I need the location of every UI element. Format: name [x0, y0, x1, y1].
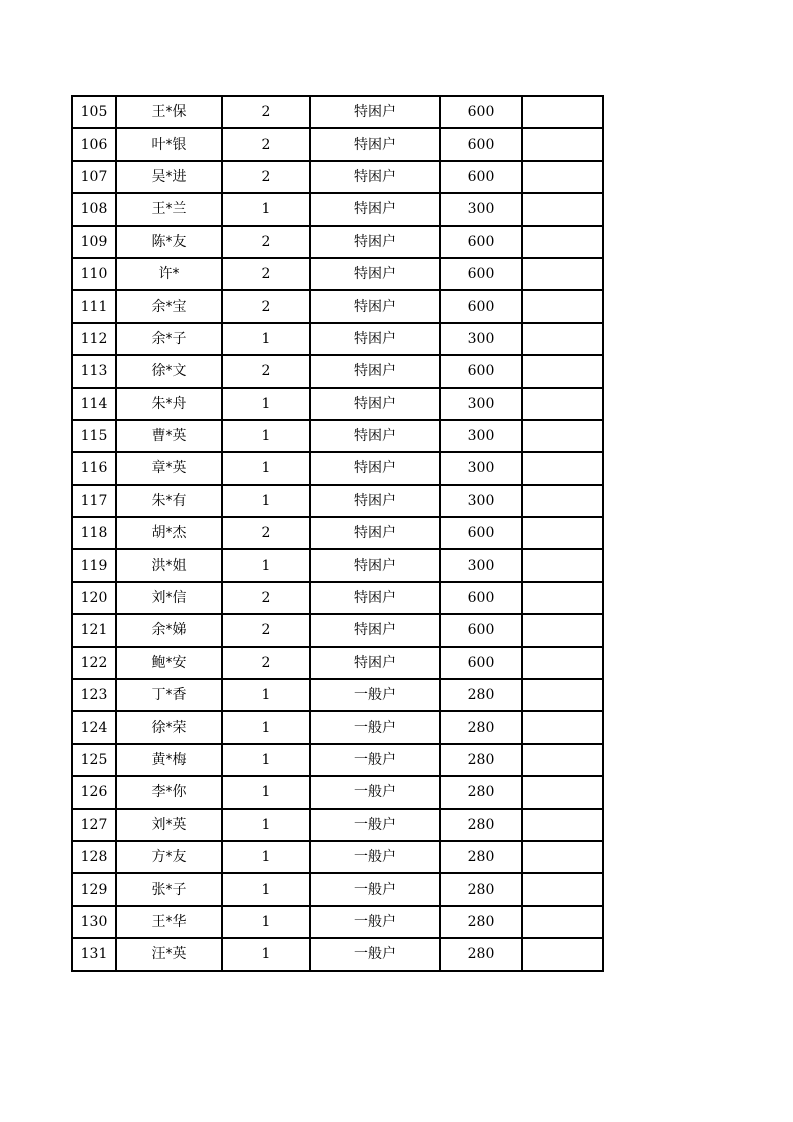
name-cell: 汪*英 — [116, 938, 222, 970]
row-number-cell: 125 — [72, 744, 116, 776]
remark-cell — [522, 96, 603, 128]
name-cell: 徐*荣 — [116, 711, 222, 743]
remark-cell — [522, 841, 603, 873]
table-row — [72, 420, 603, 452]
name-cell: 刘*信 — [116, 582, 222, 614]
amount-cell: 280 — [440, 711, 522, 743]
household-type-cell: 特困户 — [310, 517, 440, 549]
remark-cell — [522, 517, 603, 549]
amount-cell: 280 — [440, 841, 522, 873]
household-type-cell: 一般户 — [310, 906, 440, 938]
household-type-cell: 一般户 — [310, 744, 440, 776]
household-size-cell: 2 — [222, 355, 310, 387]
household-size-cell: 1 — [222, 388, 310, 420]
row-number-cell: 129 — [72, 873, 116, 905]
name-cell: 朱*舟 — [116, 388, 222, 420]
amount-cell: 600 — [440, 258, 522, 290]
household-type-cell: 特困户 — [310, 128, 440, 160]
household-type-cell: 特困户 — [310, 549, 440, 581]
household-size-cell: 1 — [222, 776, 310, 808]
amount-cell: 600 — [440, 517, 522, 549]
remark-cell — [522, 549, 603, 581]
row-number-cell: 108 — [72, 193, 116, 225]
table-row — [72, 938, 603, 970]
table-row — [72, 96, 603, 128]
name-cell: 胡*杰 — [116, 517, 222, 549]
remark-cell — [522, 938, 603, 970]
amount-cell: 300 — [440, 388, 522, 420]
table-row — [72, 679, 603, 711]
remark-cell — [522, 355, 603, 387]
household-type-cell: 特困户 — [310, 226, 440, 258]
remark-cell — [522, 614, 603, 646]
household-type-cell: 特困户 — [310, 290, 440, 322]
row-number-cell: 130 — [72, 906, 116, 938]
table-row — [72, 388, 603, 420]
remark-cell — [522, 744, 603, 776]
amount-cell: 280 — [440, 938, 522, 970]
name-cell: 叶*银 — [116, 128, 222, 160]
name-cell: 李*你 — [116, 776, 222, 808]
household-size-cell: 2 — [222, 128, 310, 160]
remark-cell — [522, 679, 603, 711]
household-type-cell: 特困户 — [310, 193, 440, 225]
amount-cell: 600 — [440, 128, 522, 160]
name-cell: 黄*梅 — [116, 744, 222, 776]
table-row — [72, 809, 603, 841]
amount-cell: 280 — [440, 809, 522, 841]
row-number-cell: 122 — [72, 647, 116, 679]
household-type-cell: 特困户 — [310, 96, 440, 128]
amount-cell: 280 — [440, 744, 522, 776]
household-type-cell: 特困户 — [310, 258, 440, 290]
table-row — [72, 258, 603, 290]
table-row — [72, 906, 603, 938]
row-number-cell: 109 — [72, 226, 116, 258]
remark-cell — [522, 290, 603, 322]
household-type-cell: 特困户 — [310, 420, 440, 452]
household-size-cell: 2 — [222, 614, 310, 646]
table-row — [72, 290, 603, 322]
household-size-cell: 1 — [222, 420, 310, 452]
name-cell: 余*子 — [116, 323, 222, 355]
table-row — [72, 841, 603, 873]
amount-cell: 600 — [440, 226, 522, 258]
name-cell: 曹*英 — [116, 420, 222, 452]
amount-cell: 600 — [440, 96, 522, 128]
table-row — [72, 711, 603, 743]
row-number-cell: 118 — [72, 517, 116, 549]
household-size-cell: 1 — [222, 679, 310, 711]
household-type-cell: 一般户 — [310, 776, 440, 808]
amount-cell: 280 — [440, 776, 522, 808]
household-size-cell: 1 — [222, 841, 310, 873]
name-cell: 吴*进 — [116, 161, 222, 193]
name-cell: 余*宝 — [116, 290, 222, 322]
household-size-cell: 2 — [222, 517, 310, 549]
name-cell: 刘*英 — [116, 809, 222, 841]
table-row — [72, 744, 603, 776]
household-type-cell: 特困户 — [310, 323, 440, 355]
name-cell: 朱*有 — [116, 485, 222, 517]
household-size-cell: 1 — [222, 711, 310, 743]
household-type-cell: 特困户 — [310, 614, 440, 646]
row-number-cell: 117 — [72, 485, 116, 517]
amount-cell: 600 — [440, 582, 522, 614]
household-type-cell: 特困户 — [310, 161, 440, 193]
household-size-cell: 2 — [222, 647, 310, 679]
amount-cell: 300 — [440, 420, 522, 452]
table-row — [72, 614, 603, 646]
household-size-cell: 2 — [222, 96, 310, 128]
row-number-cell: 120 — [72, 582, 116, 614]
amount-cell: 300 — [440, 323, 522, 355]
row-number-cell: 126 — [72, 776, 116, 808]
remark-cell — [522, 226, 603, 258]
household-size-cell: 1 — [222, 323, 310, 355]
amount-cell: 600 — [440, 355, 522, 387]
name-cell: 章*英 — [116, 452, 222, 484]
row-number-cell: 111 — [72, 290, 116, 322]
name-cell: 王*兰 — [116, 193, 222, 225]
household-size-cell: 1 — [222, 744, 310, 776]
table-row — [72, 582, 603, 614]
amount-cell: 300 — [440, 485, 522, 517]
remark-cell — [522, 258, 603, 290]
name-cell: 许* — [116, 258, 222, 290]
name-cell: 张*子 — [116, 873, 222, 905]
table-row — [72, 161, 603, 193]
remark-cell — [522, 323, 603, 355]
name-cell: 鲍*安 — [116, 647, 222, 679]
name-cell: 余*娣 — [116, 614, 222, 646]
household-size-cell: 1 — [222, 485, 310, 517]
household-type-cell: 一般户 — [310, 711, 440, 743]
row-number-cell: 119 — [72, 549, 116, 581]
table-row — [72, 485, 603, 517]
household-type-cell: 特困户 — [310, 485, 440, 517]
remark-cell — [522, 776, 603, 808]
remark-cell — [522, 161, 603, 193]
row-number-cell: 114 — [72, 388, 116, 420]
amount-cell: 600 — [440, 161, 522, 193]
household-size-cell: 1 — [222, 809, 310, 841]
roster-table — [71, 95, 604, 972]
amount-cell: 300 — [440, 452, 522, 484]
household-size-cell: 1 — [222, 452, 310, 484]
name-cell: 徐*文 — [116, 355, 222, 387]
row-number-cell: 116 — [72, 452, 116, 484]
name-cell: 洪*姐 — [116, 549, 222, 581]
name-cell: 王*华 — [116, 906, 222, 938]
table-row — [72, 517, 603, 549]
remark-cell — [522, 647, 603, 679]
household-type-cell: 特困户 — [310, 452, 440, 484]
row-number-cell: 127 — [72, 809, 116, 841]
table-row — [72, 452, 603, 484]
household-size-cell: 2 — [222, 582, 310, 614]
remark-cell — [522, 388, 603, 420]
row-number-cell: 128 — [72, 841, 116, 873]
amount-cell: 300 — [440, 193, 522, 225]
remark-cell — [522, 128, 603, 160]
household-size-cell: 1 — [222, 549, 310, 581]
row-number-cell: 124 — [72, 711, 116, 743]
row-number-cell: 110 — [72, 258, 116, 290]
name-cell: 王*保 — [116, 96, 222, 128]
household-size-cell: 2 — [222, 258, 310, 290]
remark-cell — [522, 711, 603, 743]
household-size-cell: 2 — [222, 161, 310, 193]
household-size-cell: 2 — [222, 226, 310, 258]
household-size-cell: 1 — [222, 873, 310, 905]
name-cell: 丁*香 — [116, 679, 222, 711]
household-size-cell: 2 — [222, 290, 310, 322]
household-size-cell: 1 — [222, 193, 310, 225]
remark-cell — [522, 809, 603, 841]
remark-cell — [522, 193, 603, 225]
remark-cell — [522, 582, 603, 614]
household-type-cell: 特困户 — [310, 355, 440, 387]
table-row — [72, 355, 603, 387]
row-number-cell: 105 — [72, 96, 116, 128]
row-number-cell: 123 — [72, 679, 116, 711]
row-number-cell: 113 — [72, 355, 116, 387]
household-type-cell: 一般户 — [310, 841, 440, 873]
household-type-cell: 特困户 — [310, 582, 440, 614]
household-type-cell: 一般户 — [310, 679, 440, 711]
remark-cell — [522, 452, 603, 484]
household-type-cell: 一般户 — [310, 938, 440, 970]
name-cell: 方*友 — [116, 841, 222, 873]
name-cell: 陈*友 — [116, 226, 222, 258]
table-row — [72, 549, 603, 581]
amount-cell: 600 — [440, 290, 522, 322]
row-number-cell: 131 — [72, 938, 116, 970]
household-type-cell: 一般户 — [310, 873, 440, 905]
household-size-cell: 1 — [222, 906, 310, 938]
amount-cell: 600 — [440, 614, 522, 646]
household-type-cell: 特困户 — [310, 647, 440, 679]
remark-cell — [522, 906, 603, 938]
table-row — [72, 226, 603, 258]
remark-cell — [522, 485, 603, 517]
amount-cell: 280 — [440, 679, 522, 711]
amount-cell: 280 — [440, 906, 522, 938]
row-number-cell: 106 — [72, 128, 116, 160]
table-row — [72, 128, 603, 160]
household-type-cell: 一般户 — [310, 809, 440, 841]
table-row — [72, 776, 603, 808]
row-number-cell: 107 — [72, 161, 116, 193]
table-row — [72, 647, 603, 679]
remark-cell — [522, 873, 603, 905]
row-number-cell: 115 — [72, 420, 116, 452]
table-row — [72, 193, 603, 225]
amount-cell: 280 — [440, 873, 522, 905]
table-row — [72, 323, 603, 355]
amount-cell: 600 — [440, 647, 522, 679]
amount-cell: 300 — [440, 549, 522, 581]
remark-cell — [522, 420, 603, 452]
household-type-cell: 特困户 — [310, 388, 440, 420]
household-size-cell: 1 — [222, 938, 310, 970]
row-number-cell: 121 — [72, 614, 116, 646]
roster-table-body — [72, 96, 603, 971]
row-number-cell: 112 — [72, 323, 116, 355]
table-row — [72, 873, 603, 905]
